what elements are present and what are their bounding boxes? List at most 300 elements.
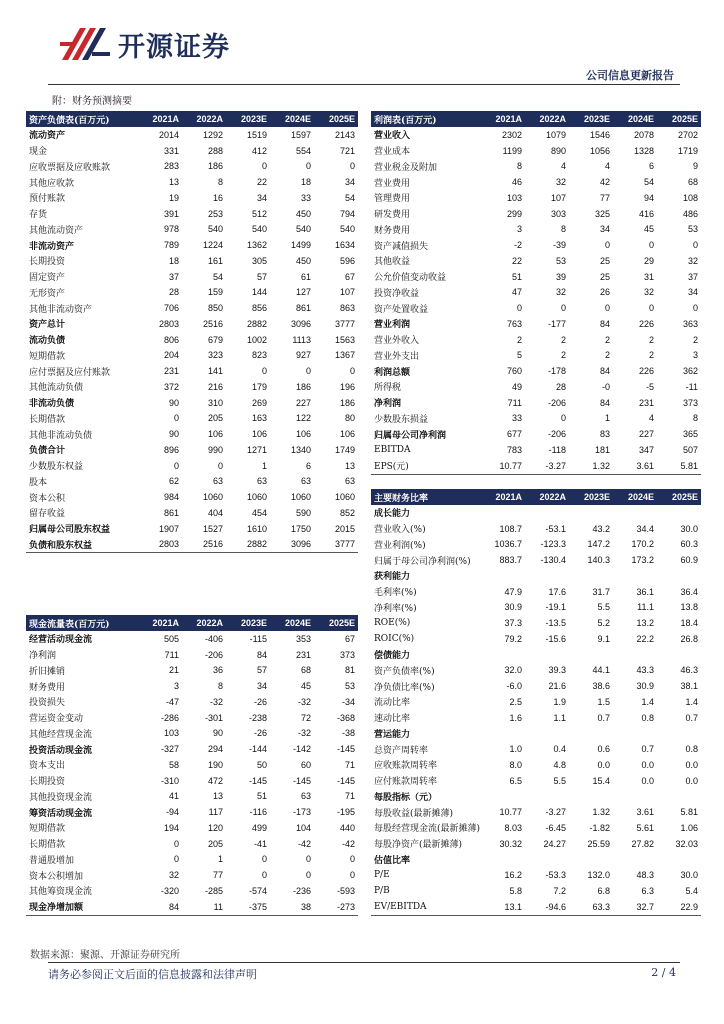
cell-value: 5.4: [685, 885, 698, 896]
cell-value: 540: [251, 224, 267, 235]
cell-value: 16.2: [504, 870, 522, 881]
cell-value: 0: [173, 838, 179, 849]
row-label: 营业费用: [374, 178, 411, 189]
cell-value: 72: [300, 712, 311, 723]
row-label: 利润总额: [374, 367, 411, 378]
cell-value: 789: [163, 240, 179, 251]
table-row: [371, 820, 701, 836]
cell-value: 1271: [246, 444, 267, 455]
year-header: 2025E: [657, 489, 701, 505]
cell-value: 60: [300, 759, 311, 770]
cell-value: -38: [341, 728, 355, 739]
cell-value: -206: [547, 429, 566, 440]
cell-value: 0.7: [641, 744, 654, 755]
cell-value: -0: [601, 381, 610, 392]
cell-value: 49: [511, 381, 522, 392]
cell-value: [613, 789, 657, 805]
cell-value: [657, 647, 701, 663]
row-label: 预付账款: [29, 194, 66, 205]
cell-value: 1.6: [509, 712, 522, 723]
cell-value: 1079: [545, 129, 566, 140]
row-label: 长期投资: [29, 777, 66, 788]
cell-value: -195: [336, 807, 355, 818]
cell-value: 226: [638, 318, 654, 329]
table-row: [371, 836, 701, 852]
cell-value: 6: [305, 460, 311, 471]
cell-value: -286: [160, 712, 179, 723]
table-header-row: [371, 111, 701, 127]
cell-value: 299: [506, 208, 522, 219]
cell-value: 1.06: [680, 822, 698, 833]
cell-value: -273: [314, 899, 358, 915]
cell-value: 41: [168, 791, 179, 802]
cell-value: 1060: [334, 492, 355, 503]
cell-value: 37: [168, 271, 179, 282]
table-row: [371, 206, 701, 222]
cell-value: 2.5: [509, 696, 522, 707]
cell-value: 679: [207, 334, 223, 345]
table-row: [371, 568, 701, 584]
cell-value: [525, 647, 569, 663]
cell-value: 30.32: [499, 838, 522, 849]
cell-value: 8: [217, 177, 223, 188]
table-row: [371, 521, 701, 537]
cell-value: 8: [692, 413, 698, 424]
cell-value: 144: [251, 287, 267, 298]
cell-value: 4.8: [553, 759, 566, 770]
cell-value: 17.6: [548, 586, 566, 597]
row-label: 非流动资产: [29, 241, 75, 252]
cell-value: 231: [295, 649, 311, 660]
cell-value: 36.1: [636, 586, 654, 597]
cell-value: 1.5: [597, 696, 610, 707]
table-row: [26, 521, 358, 537]
cell-value: 3.61: [613, 458, 657, 474]
cell-value: [613, 505, 657, 521]
row-label: 研发费用: [374, 210, 411, 221]
cell-value: 33: [511, 413, 522, 424]
cell-value: 1610: [246, 523, 267, 534]
cell-value: 33: [300, 192, 311, 203]
row-label: 资产处置收益: [374, 304, 429, 315]
cell-value: -5: [645, 381, 654, 392]
table-row: [26, 316, 358, 332]
cell-value: [613, 726, 657, 742]
cell-value: 1224: [202, 240, 223, 251]
cell-value: 3096: [270, 537, 314, 553]
table-row: [371, 804, 701, 820]
cell-value: 31.7: [592, 586, 610, 597]
cell-value: 84: [138, 899, 182, 915]
cell-value: -42: [341, 838, 355, 849]
table-row: [371, 426, 701, 442]
cell-value: 28: [168, 287, 179, 298]
cell-value: -238: [248, 712, 267, 723]
cell-value: 13.8: [680, 602, 698, 613]
cell-value: 6: [648, 161, 654, 172]
row-label: ROE(%): [374, 618, 411, 629]
cell-value: 1749: [334, 444, 355, 455]
cell-value: -13.5: [545, 618, 566, 629]
cell-value: 978: [163, 224, 179, 235]
table-row: [371, 552, 701, 568]
cell-value: 186: [207, 161, 223, 172]
cell-value: 505: [163, 633, 179, 644]
table-row: [371, 411, 701, 427]
cell-value: [613, 647, 657, 663]
cell-value: 294: [207, 744, 223, 755]
cell-value: 347: [638, 444, 654, 455]
cell-value: -206: [204, 649, 223, 660]
table-row: [26, 411, 358, 427]
table-row: [371, 584, 701, 600]
cell-value: 216: [207, 381, 223, 392]
cell-value: 84: [256, 649, 267, 660]
cell-value: 54: [212, 271, 223, 282]
cell-value: 80: [344, 413, 355, 424]
table-row: [371, 647, 701, 663]
cell-value: [569, 789, 613, 805]
cell-value: 0: [560, 413, 566, 424]
cell-value: 204: [163, 350, 179, 361]
row-label: 归属于母公司净利润(%): [374, 556, 471, 567]
cell-value: 30.9: [504, 602, 522, 613]
cell-value: 196: [339, 381, 355, 392]
table-row: [371, 678, 701, 694]
row-label: 资本支出: [29, 761, 66, 772]
cell-value: -15.6: [545, 633, 566, 644]
cell-value: -123.3: [540, 539, 566, 550]
table-row: [26, 442, 358, 458]
row-label: 营业利润: [374, 320, 411, 331]
cell-value: [657, 789, 701, 805]
cell-value: 141: [207, 366, 223, 377]
table-row: [26, 489, 358, 505]
cell-value: 25.59: [587, 838, 610, 849]
cell-value: [481, 505, 525, 521]
cell-value: [569, 568, 613, 584]
cell-value: 104: [295, 822, 311, 833]
row-label: 应收账款周转率: [374, 761, 438, 772]
row-label: 折旧摊销: [29, 666, 66, 677]
table-row: [26, 789, 358, 805]
table-row: [371, 710, 701, 726]
table-row: [371, 190, 701, 206]
row-label: 其他流动负债: [29, 383, 84, 394]
cell-value: 127: [295, 287, 311, 298]
cell-value: -145: [292, 775, 311, 786]
cell-value: 16: [212, 192, 223, 203]
row-label: EPS(元): [371, 458, 481, 474]
cell-value: 1060: [290, 492, 311, 503]
row-label: 其他非流动负债: [29, 430, 93, 441]
year-header: 2023E: [226, 615, 270, 631]
table-row: [371, 316, 701, 332]
table-row: [371, 237, 701, 253]
cell-value: 43.3: [636, 665, 654, 676]
cell-value: 1719: [677, 145, 698, 156]
cell-value: 1.32: [569, 458, 613, 474]
cell-value: 5.81: [680, 807, 698, 818]
row-label: 其他流动资产: [29, 225, 84, 236]
table-row: [371, 442, 701, 458]
cell-value: 8: [516, 161, 522, 172]
cell-value: 0: [560, 303, 566, 314]
row-label: 应收票据及应收账款: [29, 162, 111, 173]
year-header: 2022A: [525, 111, 569, 127]
cell-value: 19: [168, 192, 179, 203]
table-row: [26, 757, 358, 773]
cell-value: 38.1: [680, 681, 698, 692]
cell-value: 2302: [501, 129, 522, 140]
row-label: 净利润: [29, 651, 57, 662]
table-row: [371, 615, 701, 631]
cell-value: 53: [555, 255, 566, 266]
cell-value: 34: [256, 681, 267, 692]
cell-value: 8.0: [509, 759, 522, 770]
row-label: 每股指标（元）: [374, 792, 438, 803]
cell-value: 596: [339, 255, 355, 266]
cell-value: 231: [638, 397, 654, 408]
row-label: 资产负债率(%): [374, 666, 435, 677]
cell-value: 3777: [314, 537, 358, 553]
cell-value: 32: [555, 177, 566, 188]
cell-value: 71: [344, 791, 355, 802]
table-row: [26, 458, 358, 474]
cell-value: -301: [204, 712, 223, 723]
cell-value: 863: [339, 303, 355, 314]
table-row: [26, 379, 358, 395]
table-row: [371, 379, 701, 395]
cell-value: 1907: [158, 523, 179, 534]
cell-value: 288: [207, 145, 223, 156]
cell-value: 108: [682, 192, 698, 203]
cell-value: 0: [305, 161, 311, 172]
cell-value: 32.0: [504, 665, 522, 676]
table-row: [26, 710, 358, 726]
cell-value: 1: [217, 854, 223, 865]
cell-value: -178: [547, 366, 566, 377]
cell-value: 36.4: [680, 586, 698, 597]
year-header: 2024E: [270, 615, 314, 631]
cell-value: 0: [604, 240, 610, 251]
table-row: [26, 300, 358, 316]
cell-value: 1527: [202, 523, 223, 534]
cell-value: 1.0: [509, 744, 522, 755]
cell-value: 83: [599, 429, 610, 440]
cell-value: 852: [339, 507, 355, 518]
cell-value: 53: [687, 224, 698, 235]
row-label: EBITDA: [374, 444, 411, 455]
row-label: 资本公积: [29, 493, 66, 504]
table-row: [26, 269, 358, 285]
cell-value: 103: [506, 192, 522, 203]
row-label: 营业税金及附加: [374, 162, 438, 173]
cell-value: 554: [295, 145, 311, 156]
cell-value: 990: [207, 444, 223, 455]
cell-value: 8: [560, 224, 566, 235]
cell-value: 2516: [202, 318, 223, 329]
cell-value: -173: [292, 807, 311, 818]
table-row: [26, 852, 358, 868]
cell-value: 103: [163, 728, 179, 739]
cell-value: 590: [295, 507, 311, 518]
cell-value: -11: [685, 381, 698, 392]
cell-value: 711: [164, 649, 179, 660]
cell-value: 896: [163, 444, 179, 455]
cell-value: 0: [305, 366, 311, 377]
row-label: 每股净资产(最新摊薄): [374, 840, 463, 851]
row-label: 长期投资: [29, 257, 66, 268]
cell-value: 4: [604, 161, 610, 172]
cell-value: 412: [251, 145, 267, 156]
cell-value: 57: [256, 271, 267, 282]
cell-value: 0.0: [641, 775, 654, 786]
row-label: 其他非流动资产: [29, 304, 93, 315]
cell-value: 81: [344, 665, 355, 676]
cell-value: -32: [297, 728, 311, 739]
cell-value: 856: [251, 303, 267, 314]
cell-value: 0.7: [597, 712, 610, 723]
cell-value: 106: [339, 429, 355, 440]
cell-value: 372: [163, 381, 179, 392]
row-label: 每股收益(最新摊薄): [374, 808, 454, 819]
cell-value: 190: [207, 759, 223, 770]
cell-value: 46: [511, 177, 522, 188]
cell-value: 48.3: [636, 870, 654, 881]
cell-value: -26: [253, 696, 267, 707]
year-header: 2022A: [182, 111, 226, 127]
row-label: 营运能力: [374, 729, 411, 740]
cell-value: 13: [168, 177, 179, 188]
row-label: 营业成本: [374, 147, 411, 158]
cell-value: 51: [511, 271, 522, 282]
cell-value: 1563: [334, 334, 355, 345]
table-row: [26, 222, 358, 238]
cell-value: 6.8: [597, 885, 610, 896]
cell-value: 34: [344, 177, 355, 188]
cell-value: 794: [339, 208, 355, 219]
table-row: [371, 143, 701, 159]
cell-value: [525, 568, 569, 584]
year-header: 2025E: [314, 615, 358, 631]
cell-value: [613, 568, 657, 584]
cell-value: 28: [555, 381, 566, 392]
cell-value: -42: [297, 838, 311, 849]
cell-value: 391: [163, 208, 179, 219]
row-label: 成长能力: [374, 509, 411, 520]
table-row: [26, 505, 358, 521]
cell-value: 890: [550, 145, 566, 156]
cell-value: 205: [207, 413, 223, 424]
cell-value: 303: [550, 208, 566, 219]
cell-value: 161: [207, 255, 223, 266]
brand-logo: [58, 22, 230, 66]
cell-value: 1002: [246, 334, 267, 345]
cell-value: 30.0: [680, 523, 698, 534]
cell-value: 5.2: [597, 618, 610, 629]
cell-value: 90: [212, 728, 223, 739]
cell-value: 32.7: [613, 899, 657, 915]
cell-value: 1.9: [553, 696, 566, 707]
cell-value: -94.6: [525, 899, 569, 915]
cell-value: 57: [256, 665, 267, 676]
table-row: [26, 631, 358, 647]
cell-value: [613, 852, 657, 868]
cell-value: 63: [344, 476, 355, 487]
cell-value: 1056: [589, 145, 610, 156]
cell-value: 363: [682, 318, 698, 329]
cell-value: 8.03: [504, 822, 522, 833]
cell-value: -94: [165, 807, 179, 818]
table-row: [26, 836, 358, 852]
cell-value: [481, 647, 525, 663]
cell-value: 2803: [158, 318, 179, 329]
row-label: 估值比率: [374, 855, 411, 866]
cell-value: 9.1: [597, 633, 610, 644]
cell-value: 63: [300, 791, 311, 802]
row-label: 投资净收益: [374, 288, 420, 299]
table-row: [371, 395, 701, 411]
row-label: 流动负债: [29, 336, 66, 347]
cell-value: 117: [208, 807, 223, 818]
row-label: 所得税: [374, 383, 402, 394]
cell-value: 106: [251, 429, 267, 440]
cell-value: 227: [638, 429, 654, 440]
cell-value: 21.6: [548, 681, 566, 692]
cell-value: 0.8: [685, 744, 698, 755]
table-row: [26, 647, 358, 663]
cell-value: [481, 726, 525, 742]
cell-value: 0: [261, 854, 267, 865]
cell-value: 18: [300, 177, 311, 188]
cell-value: 106: [295, 429, 311, 440]
row-label: 投资活动现金流: [29, 745, 93, 756]
cell-value: 8: [217, 681, 223, 692]
table-row: [371, 852, 701, 868]
cell-value: -177: [547, 318, 566, 329]
cell-value: 0.0: [685, 775, 698, 786]
row-label: 净利率(%): [374, 603, 417, 614]
table-row: [371, 773, 701, 789]
cell-value: 706: [163, 303, 179, 314]
cell-value: 6.5: [509, 775, 522, 786]
table-header-row: [26, 111, 358, 127]
cell-value: [525, 852, 569, 868]
row-label: ROIC(%): [374, 633, 415, 644]
cell-value: -3.27: [525, 458, 569, 474]
row-label: 管理费用: [374, 194, 411, 205]
cell-value: 54: [643, 177, 654, 188]
cell-value: 0: [173, 854, 179, 865]
cell-value: 32: [555, 287, 566, 298]
row-label: 公允价值变动收益: [374, 273, 447, 284]
table-row: [26, 363, 358, 379]
cell-value: 760: [506, 366, 522, 377]
row-label: 资产总计: [29, 320, 66, 331]
cell-value: 253: [207, 208, 223, 219]
cell-value: 5: [516, 350, 522, 361]
cell-value: 60.3: [680, 539, 698, 550]
table-row: [26, 395, 358, 411]
cell-value: [569, 647, 613, 663]
cell-value: 68: [687, 177, 698, 188]
cell-value: 31: [643, 271, 654, 282]
cell-value: [481, 568, 525, 584]
cell-value: -145: [336, 775, 355, 786]
table-row: [371, 348, 701, 364]
row-label: 归属母公司净利润: [374, 430, 447, 441]
